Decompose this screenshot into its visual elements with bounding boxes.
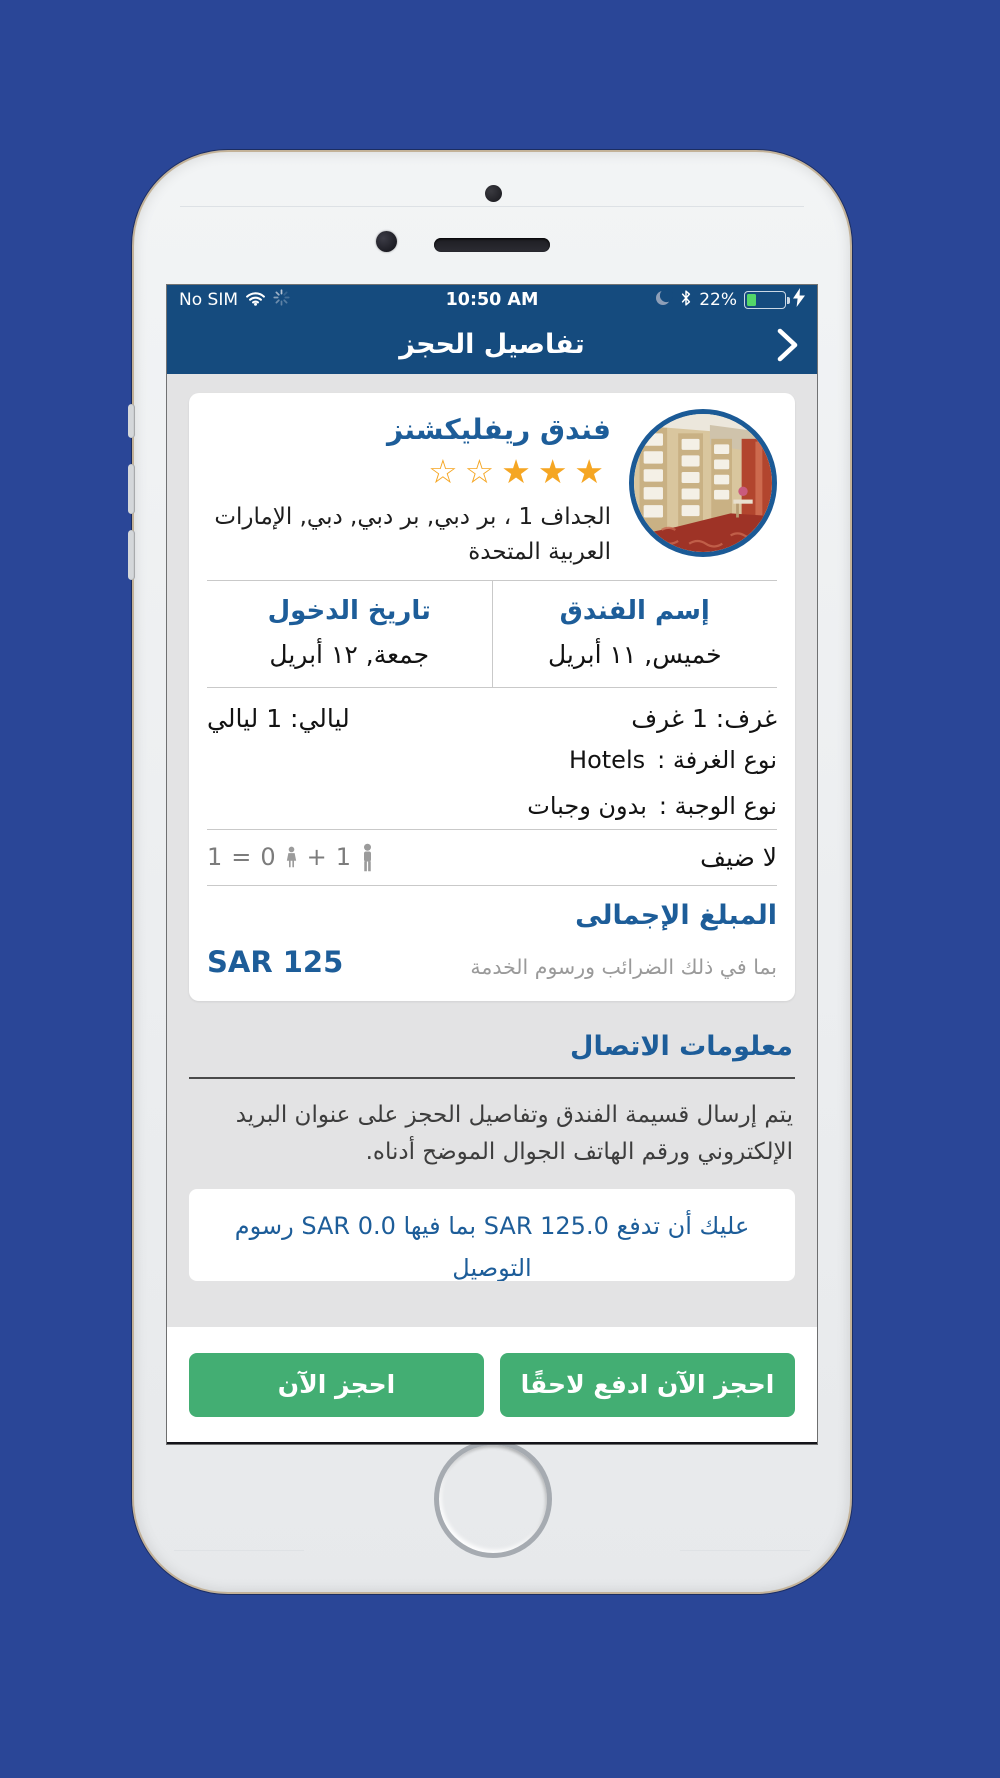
navigation-bar <box>167 315 817 374</box>
hotel-name: فندق ريفليكشنز <box>387 413 611 446</box>
equals-sign: = <box>231 843 252 872</box>
app-screen <box>167 285 817 1444</box>
battery-percent-text: 22% <box>699 290 737 310</box>
contact-info-title: معلومات الاتصال <box>570 1030 793 1062</box>
column-header: إسم الفندق <box>559 595 710 626</box>
chin-seam <box>680 1550 810 1551</box>
phone-mockup <box>132 150 852 1594</box>
star-rating: ☆☆★★★ <box>428 452 611 491</box>
bezel-seam <box>180 206 804 227</box>
checkin-date: خميس, ١١ أبريل <box>547 639 722 669</box>
booking-details-content <box>167 374 817 1444</box>
book-now-pay-later-button[interactable]: احجز الآن ادفع لاحقًا <box>500 1353 795 1417</box>
booking-summary-card <box>189 393 795 1001</box>
room-type-label: نوع الغرفة : <box>657 745 777 774</box>
total-section <box>207 886 777 1001</box>
payment-notice-line2-clipped: التوصيل <box>452 1253 532 1281</box>
guests-label: لا ضيف <box>700 842 777 872</box>
nights-count: ليالي: 1 ليالي <box>207 703 350 733</box>
front-camera <box>376 231 397 252</box>
charging-bolt-icon <box>793 288 805 312</box>
volume-down-button[interactable] <box>128 530 135 580</box>
hotel-name-column <box>492 581 778 687</box>
dates-table <box>207 581 777 687</box>
wifi-icon <box>245 290 266 311</box>
guests-row <box>207 830 777 885</box>
payment-notice-line1: عليك أن تدفع SAR 125.0 بما فيها SAR 0.0 رسوم <box>234 1211 750 1240</box>
volume-up-button[interactable] <box>128 464 135 514</box>
home-button[interactable] <box>434 1440 552 1558</box>
total-amount-label: المبلغ الإجمالى <box>575 899 777 931</box>
adult-person-icon <box>360 843 375 872</box>
book-now-button[interactable]: احجز الآن <box>189 1353 484 1417</box>
contact-info-body: يتم إرسال قسيمة الفندق وتفاصيل الحجز على عنوان البريد الإلكتروني ورقم الهاتف الجوال الموضح أدناه. <box>235 1101 793 1165</box>
total-amount-value: SAR 125 <box>207 944 344 979</box>
do-not-disturb-moon-icon <box>654 288 673 312</box>
chin-seam <box>174 1550 304 1551</box>
action-button-bar <box>167 1327 817 1444</box>
bluetooth-icon <box>680 289 692 312</box>
network-activity-spinner-icon <box>273 289 290 311</box>
taxes-note: بما في ذلك الضرائب ورسوم الخدمة <box>470 954 777 979</box>
hotel-address: الجداف 1 ، بر دبي, بر دبي, دبي, الإمارات العربية المتحدة <box>214 503 611 565</box>
contact-divider <box>189 1077 795 1079</box>
checkout-date: جمعة, ١٢ أبريل <box>269 639 430 669</box>
earpiece-speaker <box>434 238 550 252</box>
meal-type-row <box>207 783 777 829</box>
mute-switch[interactable] <box>128 404 135 438</box>
plus-sign: + <box>306 843 327 872</box>
page-title: تفاصيل الحجز <box>399 329 585 360</box>
back-chevron-icon[interactable] <box>773 327 803 363</box>
meal-type-value: بدون وجبات <box>527 791 647 820</box>
status-bar <box>167 285 817 315</box>
children-count: 0 <box>260 843 276 872</box>
checkin-column <box>207 581 492 687</box>
rooms-nights-row <box>207 688 777 737</box>
hotel-photo <box>629 409 777 557</box>
adults-count: 1 <box>335 843 352 872</box>
guests-total: 1 <box>207 843 223 872</box>
clock-text: 10:50 AM <box>445 290 539 310</box>
battery-icon <box>744 291 786 309</box>
proximity-sensor <box>485 185 502 202</box>
room-type-row <box>207 737 777 783</box>
payment-notice <box>189 1189 795 1281</box>
meal-type-label: نوع الوجبة : <box>658 791 777 820</box>
guests-formula <box>207 843 375 872</box>
carrier-text: No SIM <box>179 290 238 310</box>
column-header: تاريخ الدخول <box>267 595 431 626</box>
room-type-value: Hotels <box>569 745 646 774</box>
app-header <box>167 285 817 374</box>
child-person-icon <box>285 846 298 869</box>
rooms-count: غرف: 1 غرف <box>631 703 777 733</box>
